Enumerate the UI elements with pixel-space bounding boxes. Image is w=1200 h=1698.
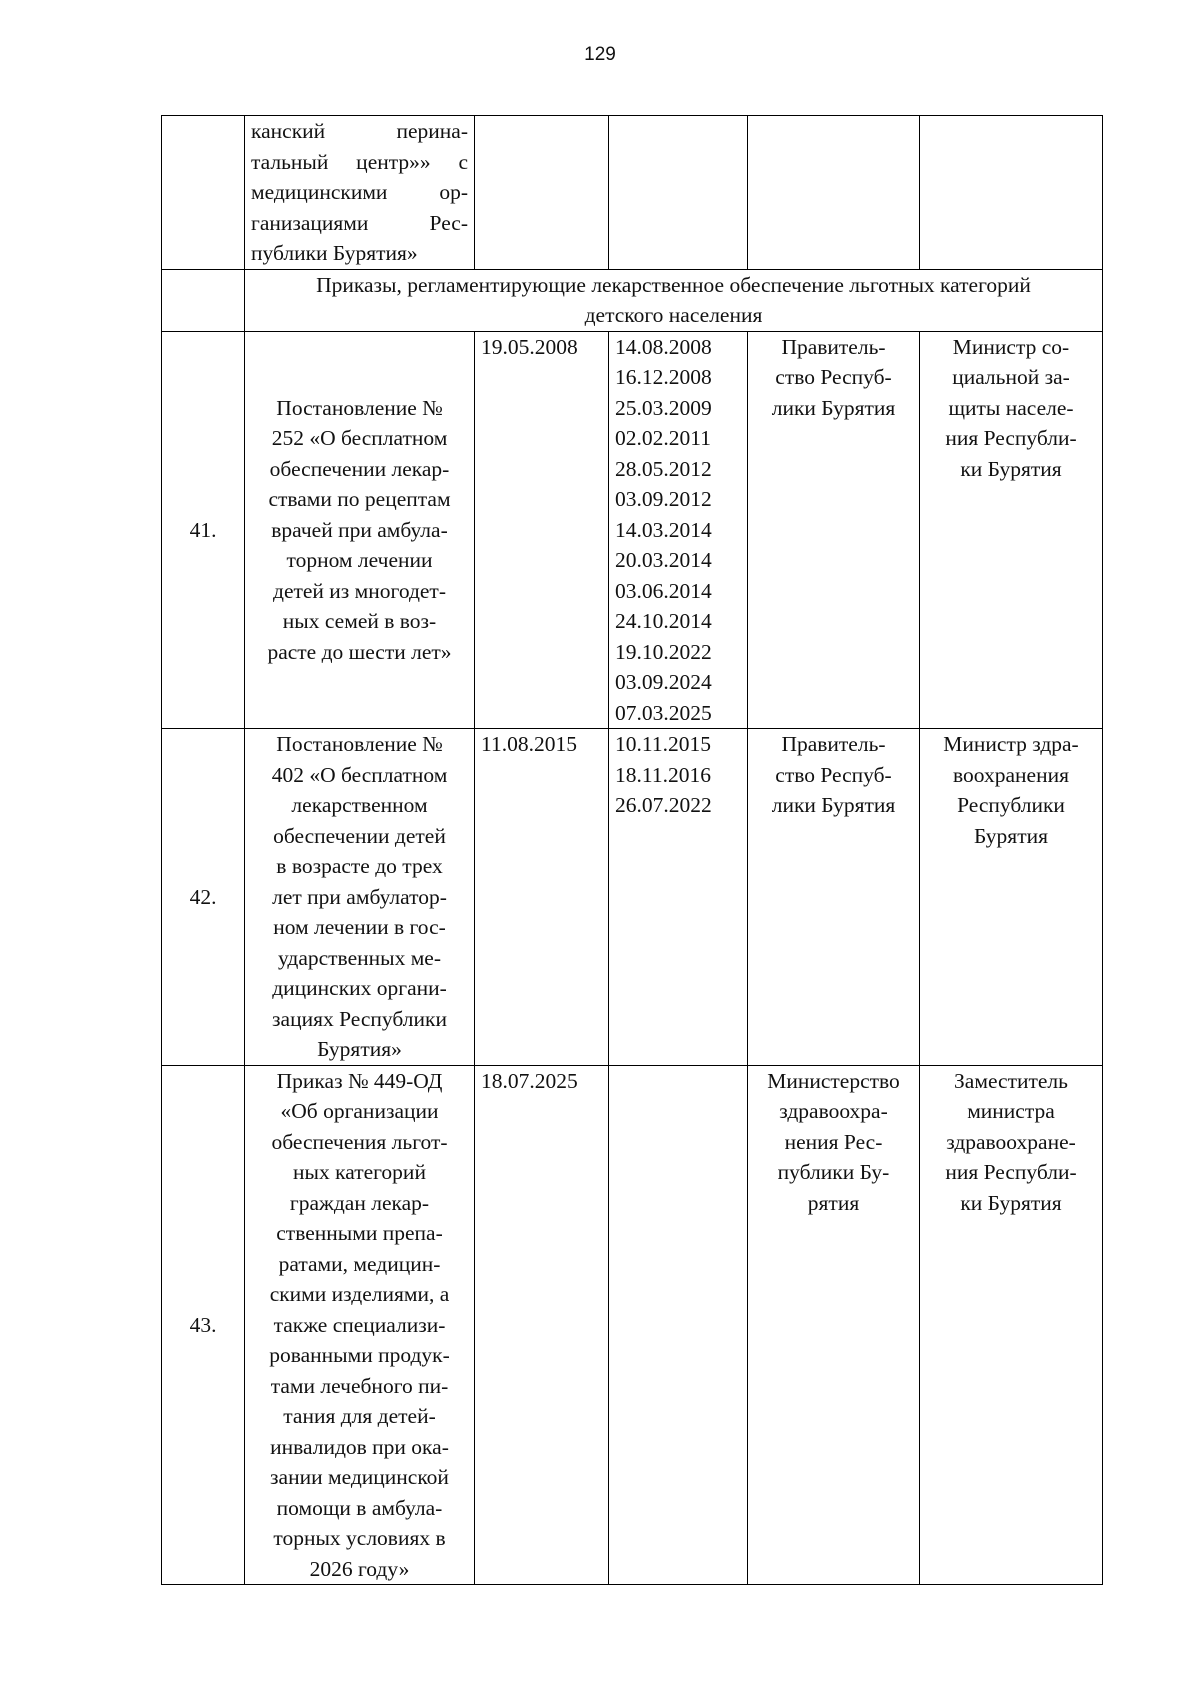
amendment-date: 03.09.2024 (615, 670, 712, 694)
responsible-line: Министр здра- (943, 732, 1079, 756)
title-line: 2026 году» (309, 1556, 410, 1581)
cell-num-empty (162, 116, 245, 270)
title-line: расте до шести лет» (267, 639, 452, 664)
table-row (162, 331, 1103, 729)
title-line: обеспечения льгот- (271, 1129, 448, 1154)
amendment-date: 07.03.2025 (615, 700, 712, 725)
amendment-date: 02.02.2011 (615, 426, 711, 450)
issuer-line: ство Респуб- (775, 762, 892, 787)
amendment-date: 26.07.2022 (615, 793, 712, 817)
table-row (162, 1065, 1103, 1585)
title-line: Бурятия» (317, 1037, 402, 1061)
amendment-date: 03.09.2012 (615, 487, 712, 511)
title-line: 252 «О бесплатном (271, 426, 448, 450)
amendment-date: 14.03.2014 (615, 517, 712, 542)
responsible-line: Министр со- (952, 334, 1070, 359)
title-line: обеспечении детей (273, 823, 446, 848)
amendment-date: 16.12.2008 (615, 365, 712, 389)
issuer-line: здравоохра- (779, 1099, 888, 1123)
title-line: ратами, медицин- (278, 1251, 441, 1276)
responsible-line: ки Бурятия (960, 456, 1062, 481)
title-line: торном лечении (286, 548, 433, 572)
title-line: тами лечебного пи- (270, 1373, 449, 1398)
title-line: 402 «О бесплатном (271, 762, 448, 787)
amendment-date: 24.10.2014 (615, 609, 712, 633)
cell-date-empty (475, 116, 609, 270)
title-line: ном лечении в гос- (273, 915, 446, 939)
amendment-date: 14.08.2008 (615, 334, 712, 359)
issuer-line: ство Респуб- (775, 365, 892, 389)
document-title (245, 331, 475, 729)
continued-title-cell (245, 116, 475, 270)
issuing-body (748, 331, 920, 729)
title-line: лет при амбулатор- (272, 884, 447, 909)
title-line: граждан лекар- (289, 1190, 430, 1215)
title-line: ственными препа- (276, 1221, 443, 1245)
issuer-line: лики Бурятия (771, 793, 896, 817)
amendment-dates (609, 1065, 748, 1585)
title-line: Постановление № (276, 732, 443, 756)
document-table (161, 115, 1103, 1585)
issuer-line: Министерство (767, 1068, 900, 1093)
section-header-line: Приказы, регламентирующие лекарственное обеспечение льготных категорий (316, 272, 1031, 297)
document-title (245, 1065, 475, 1585)
responsible-line: ния Республи- (945, 1160, 1077, 1184)
title-line: помощи в амбула- (276, 1495, 443, 1520)
issuing-body (748, 1065, 920, 1585)
title-line: зациях Республики (272, 1006, 447, 1031)
issuing-body (748, 729, 920, 1066)
title-line: «Об организации (280, 1099, 439, 1123)
title-line: зании медицинской (270, 1465, 449, 1489)
adoption-date: 19.05.2008 (475, 331, 609, 729)
title-line: врачей при амбула- (271, 517, 448, 542)
title-line: ствами по рецептам (268, 487, 451, 511)
continued-title-line: ганизациями Рес- (251, 210, 468, 235)
amendment-date: 19.10.2022 (615, 639, 712, 664)
responsible-line: циальной за- (952, 365, 1070, 389)
continuation-row (162, 116, 1103, 270)
row-number: 43. (162, 1065, 245, 1585)
cell-issuer-empty (748, 116, 920, 270)
amendment-date: 18.11.2016 (615, 762, 711, 787)
responsible-line: министра (967, 1099, 1055, 1123)
title-line: ных категорий (293, 1160, 426, 1184)
amendment-dates (609, 729, 748, 1066)
amendment-date: 10.11.2015 (615, 732, 711, 756)
title-line: Приказ № 449-ОД (276, 1068, 443, 1093)
section-header-line: детского населения (584, 303, 763, 327)
title-line: детей из многодет- (273, 578, 446, 603)
responsible-official (920, 729, 1103, 1066)
continued-title-line: медицинскими ор- (251, 180, 468, 204)
responsible-line: Республики (957, 793, 1065, 817)
title-line: также специализи- (273, 1312, 446, 1337)
issuer-line: Правитель- (781, 334, 886, 359)
adoption-date: 11.08.2015 (475, 729, 609, 1066)
continued-title-line: тальный центр»» с (251, 149, 468, 174)
responsible-line: щиты населе- (948, 395, 1074, 420)
cell-amendments-empty (609, 116, 748, 270)
continued-title-line: публики Бурятия» (251, 241, 418, 265)
amendment-date: 20.03.2014 (615, 548, 712, 572)
issuer-line: лики Бурятия (771, 395, 896, 420)
amendment-date: 03.06.2014 (615, 578, 712, 603)
section-header-row (162, 269, 1103, 331)
adoption-date: 18.07.2025 (475, 1065, 609, 1585)
title-line: в возрасте до трех (276, 854, 443, 878)
responsible-line: Заместитель (954, 1068, 1068, 1093)
title-line: инвалидов при ока- (270, 1434, 449, 1459)
section-header (245, 269, 1103, 331)
document-title (245, 729, 475, 1066)
issuer-line: нения Рес- (784, 1129, 883, 1154)
title-line: ных семей в воз- (282, 609, 437, 633)
title-line: рованными продук- (269, 1343, 450, 1367)
title-line: скими изделиями, а (269, 1282, 450, 1306)
page-number: 129 (584, 44, 616, 65)
responsible-line: Бурятия (974, 823, 1048, 848)
title-line: ударственных ме- (277, 945, 442, 970)
issuer-line: публики Бу- (777, 1160, 890, 1184)
title-line: Постановление № (276, 395, 443, 420)
continued-title-line: канский перина- (251, 119, 468, 143)
amendment-dates (609, 331, 748, 729)
title-line: тания для детей- (283, 1404, 436, 1428)
responsible-official (920, 331, 1103, 729)
responsible-line: ки Бурятия (960, 1190, 1062, 1215)
issuer-line: рятия (807, 1190, 860, 1215)
responsible-official (920, 1065, 1103, 1585)
amendment-date: 25.03.2009 (615, 395, 712, 420)
row-number: 42. (162, 729, 245, 1066)
responsible-line: воохранения (953, 762, 1069, 787)
title-line: обеспечении лекар- (269, 456, 450, 481)
issuer-line: Правитель- (781, 732, 886, 756)
title-line: лекарственном (291, 793, 428, 817)
title-line: торных условиях в (273, 1526, 446, 1550)
cell-num-empty (162, 269, 245, 331)
amendment-date: 28.05.2012 (615, 456, 712, 481)
responsible-line: здравоохране- (946, 1129, 1076, 1154)
responsible-line: ния Республи- (945, 426, 1077, 450)
title-line: дицинских органи- (272, 976, 447, 1000)
cell-responsible-empty (920, 116, 1103, 270)
table-row (162, 729, 1103, 1066)
row-number: 41. (162, 331, 245, 729)
